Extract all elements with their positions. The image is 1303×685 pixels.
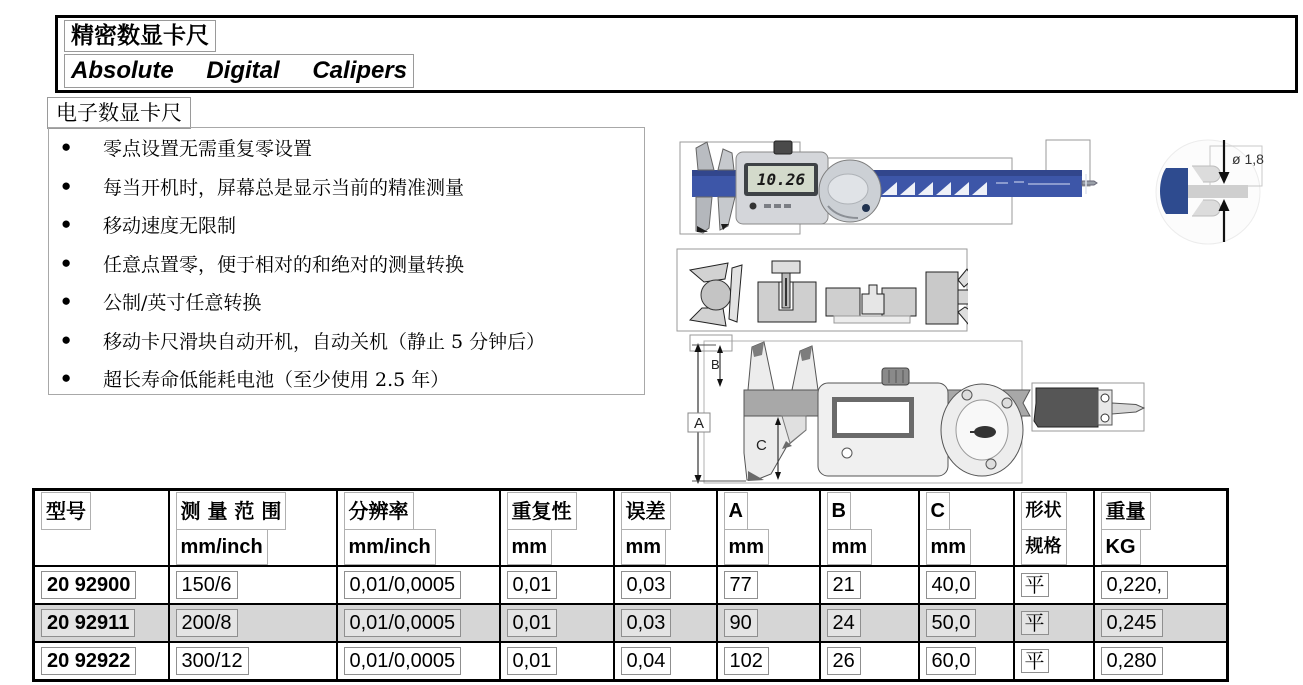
bullet-icon: ● — [61, 252, 72, 272]
label-C: C — [756, 437, 767, 454]
bullet-icon: ● — [61, 329, 72, 349]
diameter-label: ø 1,8 — [1232, 151, 1264, 167]
button-icon — [750, 203, 757, 210]
cell-error: 0,04 — [614, 642, 717, 680]
bullet-icon: ● — [61, 368, 72, 387]
cell-range: 200/8 — [169, 604, 337, 642]
col-a: A mm — [717, 490, 820, 567]
col-c: C mm — [919, 490, 1014, 567]
cell-resolution: 0,01/0,0005 — [337, 566, 500, 604]
cell-c: 60,0 — [919, 642, 1014, 680]
cell-shape: 平 — [1014, 604, 1094, 642]
page-title-english-text: Absolute Digital Calipers — [64, 54, 414, 88]
list-item: ● 公制/英寸任意转换 — [61, 291, 262, 314]
cell-a: 77 — [717, 566, 820, 604]
cell-repeatability: 0,01 — [500, 566, 614, 604]
cell-error: 0,03 — [614, 604, 717, 642]
slider-block — [1160, 168, 1188, 214]
list-item: ● 任意点置零，便于相对的和绝对的测量转换 — [61, 252, 465, 276]
bullet-icon: ● — [61, 214, 72, 233]
cell-repeatability: 0,01 — [500, 604, 614, 642]
cell-b: 26 — [820, 642, 919, 680]
label-A: A — [693, 415, 705, 432]
cell-weight: 0,245 — [1094, 604, 1228, 642]
cell-model: 20 92922 — [34, 642, 169, 680]
diagram-lcd — [837, 402, 909, 433]
cell-resolution: 0,01/0,0005 — [337, 642, 500, 680]
list-item: ● 移动卡尺滑块自动开机，自动关机（静止 5 分钟后） — [61, 329, 546, 353]
lcd-value: 10.26 — [756, 170, 806, 189]
caliper-dimension-diagram — [686, 333, 1148, 488]
upper-jaw-slider — [718, 149, 734, 170]
table-row — [34, 566, 1228, 604]
depth-rod-detail — [1032, 383, 1144, 431]
col-resolution: 分辨率 mm/inch — [337, 490, 500, 567]
label-B: B — [711, 357, 720, 372]
table-row — [34, 604, 1228, 642]
cell-range: 300/12 — [169, 642, 337, 680]
cell-model: 20 92900 — [34, 566, 169, 604]
diagram-button — [842, 448, 852, 458]
button-row — [764, 204, 791, 208]
col-shape: 形状 规格 — [1014, 490, 1094, 567]
col-model: 型号 — [34, 490, 169, 567]
digital-caliper-photo — [678, 136, 1098, 238]
spec-table — [32, 488, 1229, 682]
header-row — [34, 490, 1228, 567]
thumb-wheel-inner — [828, 174, 868, 204]
cell-model: 20 92911 — [34, 604, 169, 642]
cell-a: 90 — [717, 604, 820, 642]
col-error: 误差 mm — [614, 490, 717, 567]
page-title-chinese-text: 精密数显卡尺 — [64, 20, 216, 52]
bullet-icon: ● — [61, 175, 72, 195]
list-item: ● 零点设置无需重复零设置 — [61, 137, 313, 160]
upper-jaw-fixed — [696, 142, 714, 170]
cell-error: 0,03 — [614, 566, 717, 604]
lock-screw — [774, 141, 792, 154]
screw-icon — [986, 459, 996, 469]
list-item: ● 移动速度无限制 — [61, 214, 237, 237]
cell-shape: 平 — [1014, 566, 1094, 604]
col-b: B mm — [820, 490, 919, 567]
cell-c: 40,0 — [919, 566, 1014, 604]
bullet-icon: ● — [61, 137, 72, 156]
cell-b: 24 — [820, 604, 919, 642]
feature-list — [48, 127, 645, 395]
title-block — [55, 15, 1298, 93]
cell-weight: 0,220, — [1094, 566, 1228, 604]
depth-rod-section — [1188, 185, 1248, 198]
screw-icon — [1002, 398, 1012, 408]
wheel-detail — [862, 204, 870, 212]
table-row — [34, 642, 1228, 680]
bullet-icon: ● — [61, 291, 72, 310]
cell-repeatability: 0,01 — [500, 642, 614, 680]
screw-icon — [962, 390, 972, 400]
cell-b: 21 — [820, 566, 919, 604]
app-step-measure — [826, 285, 916, 323]
cell-c: 50,0 — [919, 604, 1014, 642]
col-weight: 重量 KG — [1094, 490, 1228, 567]
measurement-applications-figure — [676, 248, 968, 332]
cell-weight: 0,280 — [1094, 642, 1228, 680]
cell-resolution: 0,01/0,0005 — [337, 604, 500, 642]
cell-a: 102 — [717, 642, 820, 680]
cell-range: 150/6 — [169, 566, 337, 604]
page-title-english — [64, 54, 1289, 88]
page-subtitle: 电子数显卡尺 — [47, 97, 191, 129]
col-repeatability: 重复性 mm — [500, 490, 614, 567]
cell-shape: 平 — [1014, 642, 1094, 680]
depth-rod-diameter-detail — [1152, 130, 1272, 248]
page-title-chinese — [64, 20, 1289, 52]
app-inside-measure — [926, 269, 968, 325]
list-item: ● 每当开机时，屏幕总是显示当前的精准测量 — [61, 175, 465, 199]
depth-rod — [1082, 181, 1097, 185]
list-item: ● 超长寿命低能耗电池（至少使用 2.5 年） — [61, 368, 450, 391]
col-range: 测 量 范 围 mm/inch — [169, 490, 337, 567]
